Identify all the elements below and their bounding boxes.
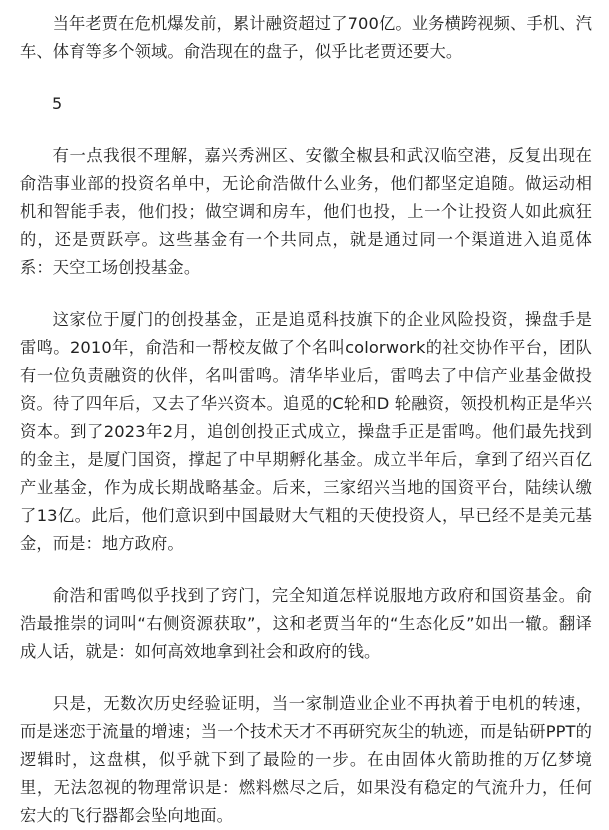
article-body <box>20 10 592 830</box>
paragraph-4: 只是，无数次历史经验证明，当一家制造业企业不再执着于电机的转速，而是迷恋于流量的增速；当一个技术天才不再研究灰尘的轨迹，而是钻研PPT的逻辑时，这盘棋，似乎就下到了最险的一步。在由固体火箭助推的万亿梦境里，无法忽视的物理常识是：燃料燃尽之后，如果没有稳定的气流升力，任何宏大的飞行器都会坠向地面。 <box>20 694 592 825</box>
section-number: 5 <box>52 94 63 113</box>
paragraph-3: 俞浩和雷鸣似乎找到了窍门，完全知道怎样说服地方政府和国资基金。俞浩最推崇的词叫“右侧资源获取”，这和老贾当年的“生态化反”如出一辙。翻译成人话，就是：如何高效地拿到社会和政府的钱。 <box>20 586 592 661</box>
paragraph-1: 有一点我很不理解，嘉兴秀洲区、安徽全椒县和武汉临空港，反复出现在俞浩事业部的投资名单中，无论俞浩做什么业务，他们都坚定追随。做运动相机和智能手表，他们投；做空调和房车，他们也投，上一个让投资人如此疯狂的，还是贾跃亭。这些基金有一个共同点，就是通过同一个渠道进入追觅体系：天空工场创投基金。 <box>20 146 592 277</box>
paragraph-intro: 当年老贾在危机爆发前，累计融资超过了700亿。业务横跨视频、手机、汽车、体育等多个领域。俞浩现在的盘子，似乎比老贾还要大。 <box>20 14 592 61</box>
paragraph-2: 这家位于厦门的创投基金，正是追觅科技旗下的企业风险投资，操盘手是雷鸣。2010年，俞浩和一帮校友做了个名叫colorwork的社交协作平台，团队有一位负责融资的伙伴，名叫雷鸣。清华毕业后，雷鸣去了中信产业基金做投资。待了四年后，又去了华兴资本。追觅的C轮和D 轮融资，领投机构正是华兴资本。到了2023年2月，追创创投正式成立，操盘手正是雷鸣。他们最先找到的金主，是厦门国资，撑起了中早期孵化基金。成立半年后，拿到了绍兴百亿产业基金，作为成长期战略基金。后来，三家绍兴当地的国资平台，陆续认缴了13亿。此后，他们意识到中国最财大气粗的天使投资人，早已经不是美元基金，而是：地方政府。 <box>20 310 592 553</box>
